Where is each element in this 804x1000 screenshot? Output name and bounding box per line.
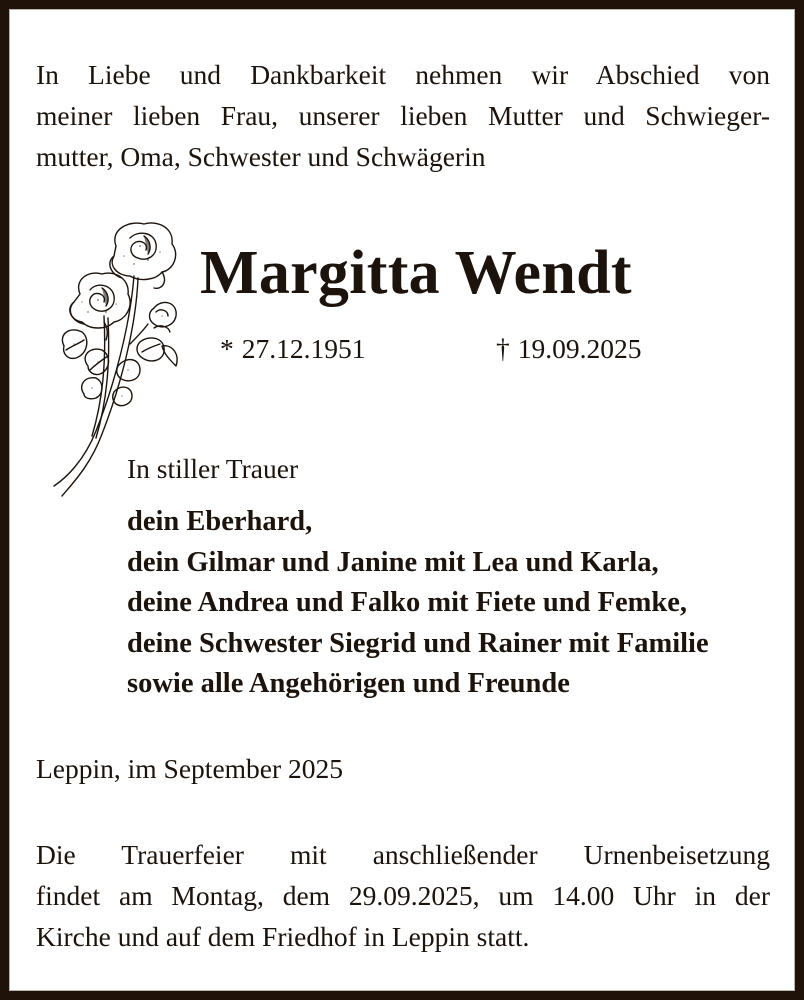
obituary-notice [9,9,795,991]
birth-date-value: 27.12.1951 [241,333,366,364]
deceased-name: Margitta Wendt [200,239,632,307]
mourner-line: deine Schwester Siegrid und Rainer mit Familie [127,627,709,659]
mourners-list [127,502,709,705]
service-info [36,834,770,957]
death-date-value: 19.09.2025 [517,333,642,364]
death-date [496,331,642,367]
intro-text [36,54,770,177]
service-line: Kirche und auf dem Friedhof in Leppin statt. [36,921,530,952]
service-line: Die Trauerfeier mit anschließender Urnenbeisetzung [36,839,770,870]
mourner-line: deine Andrea und Falko mit Fiete und Femke, [127,587,688,618]
mourner-line: dein Gilmar und Janine mit Lea und Karla, [127,546,659,578]
mourning-intro: In stiller Trauer [127,453,299,484]
service-line: findet am Montag, dem 29.09.2025, um 14.00 Uhr in der [36,880,770,911]
intro-line: In Liebe und Dankbarkeit nehmen wir Abschied von [36,59,770,90]
birth-date [220,331,366,367]
intro-line: meiner lieben Frau, unserer lieben Mutter und Schwieger- [36,100,770,131]
cross-icon: † [496,333,510,364]
mourner-line: dein Eberhard, [127,506,313,537]
mourner-line: sowie alle Angehörigen und Freunde [127,668,570,699]
intro-line: mutter, Oma, Schwester und Schwägerin [36,141,486,172]
asterisk-icon: * [220,333,234,364]
place-date: Leppin, im September 2025 [36,753,344,784]
